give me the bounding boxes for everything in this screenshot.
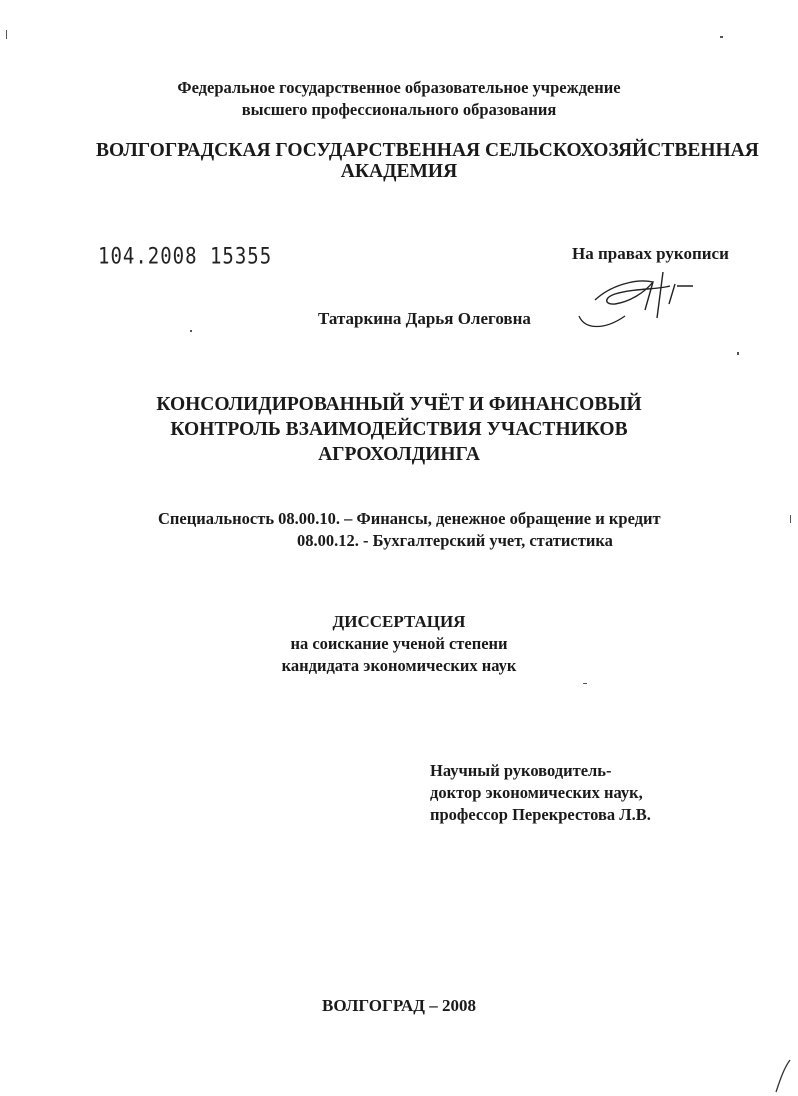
- footer-city-year: ВОЛГОГРАД – 2008: [322, 996, 476, 1015]
- specialty-line-1: Специальность 08.00.10. – Финансы, денежное обращение и кредит: [158, 509, 661, 528]
- academy-line-2: АКАДЕМИЯ: [340, 161, 458, 182]
- dissertation-heading: ДИССЕРТАЦИЯ: [332, 612, 466, 631]
- scan-speck: [6, 30, 7, 39]
- author-name: Татаркина Дарья Олеговна: [318, 309, 531, 328]
- title-line-3: АГРОХОЛДИНГА: [318, 444, 480, 465]
- title-line-1: КОНСОЛИДИРОВАННЫЙ УЧЁТ И ФИНАНСОВЫЙ: [156, 394, 642, 415]
- scan-speck: [720, 36, 723, 38]
- archive-number-stamp: 104.2008 15355: [98, 244, 273, 270]
- academy-line-1: ВОЛГОГРАДСКАЯ ГОСУДАРСТВЕННАЯ СЕЛЬСКОХОЗЯЙСТВЕННАЯ: [96, 140, 759, 161]
- corner-pen-mark: [772, 1058, 794, 1094]
- supervisor-line-1: Научный руководитель-: [430, 761, 612, 780]
- scan-speck: [737, 352, 739, 355]
- dissertation-line-2: кандидата экономических наук: [281, 656, 517, 675]
- institution-line-1: Федеральное государственное образовательное учреждение: [177, 78, 621, 97]
- supervisor-line-3: профессор Перекрестова Л.В.: [430, 805, 651, 824]
- title-line-2: КОНТРОЛЬ ВЗАИМОДЕЙСТВИЯ УЧАСТНИКОВ: [170, 419, 628, 440]
- supervisor-line-2: доктор экономических наук,: [430, 783, 643, 802]
- scan-speck: [790, 515, 791, 523]
- institution-line-2: высшего профессионального образования: [241, 100, 557, 119]
- specialty-line-2: 08.00.12. - Бухгалтерский учет, статистика: [297, 531, 613, 550]
- manuscript-rights: На правах рукописи: [572, 244, 729, 263]
- dissertation-line-1: на соискание ученой степени: [290, 634, 508, 653]
- scan-speck: [583, 683, 587, 684]
- signature-image: [575, 258, 705, 338]
- scan-speck: [190, 330, 192, 332]
